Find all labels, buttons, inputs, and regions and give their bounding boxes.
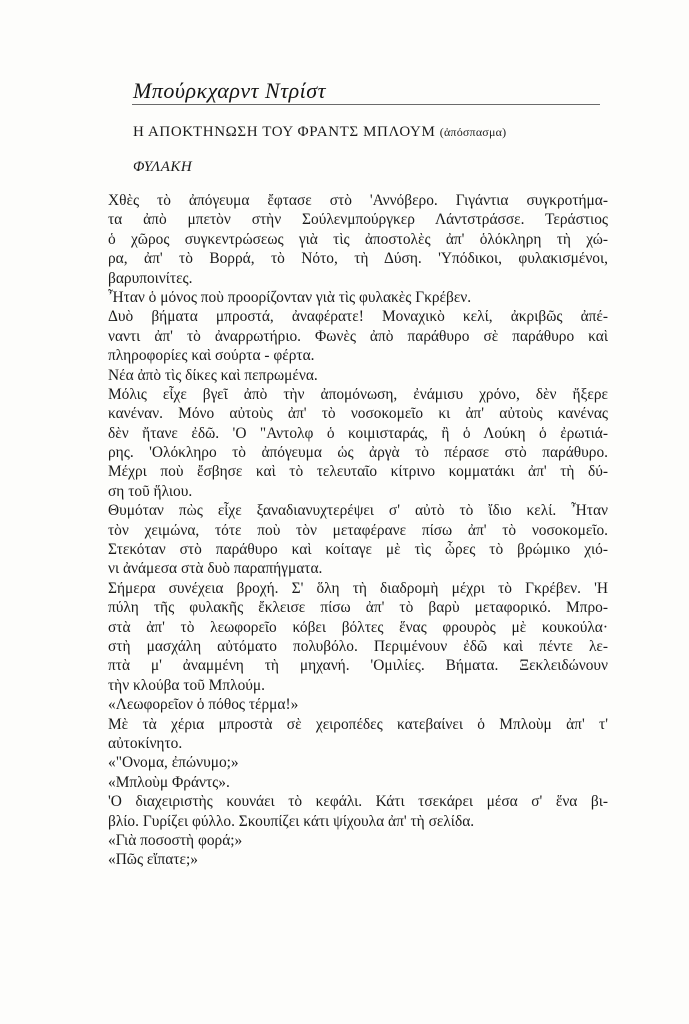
text-line: «Λεωφορεῖον ὁ πόθος τέρμα!» xyxy=(108,696,299,714)
text-line: πληροφορίες καὶ σούρτα - φέρτα. xyxy=(108,347,315,365)
text-line: τα ἀπὸ μπετὸν στὴν Σούλενμπούργκερ Λάντστράσσε. Τεράστιος xyxy=(108,211,608,229)
text-line: στὴ μασχάλη αὐτόματο πολυβόλο. Περιμένουν ἐδῶ καὶ πέντε λε- xyxy=(108,637,608,655)
story-title xyxy=(133,124,506,141)
text-line: «"Ονομα, ἐπώνυμο;» xyxy=(108,754,239,772)
text-line: πτὰ μ' ἀναμμένη τὴ μηχανή. 'Ομιλίες. Βήματα. Ξεκλειδώνουν xyxy=(108,657,608,675)
text-line: πύλη τῆς φυλακῆς ἔκλεισε πίσω ἀπ' τὸ βαρὺ μεταφορικό. Μπρο- xyxy=(108,599,608,617)
text-line: «Μπλοὺμ Φράντς». xyxy=(108,773,230,791)
text-line: Μέχρι ποὺ ἔσβησε καὶ τὸ τελευταῖο κίτρινο κομματάκι ἀπ' τὴ δύ- xyxy=(108,463,608,481)
text-line: βαρυποινίτες. xyxy=(108,269,193,287)
text-line: δὲν ἤτανε ἐδῶ. 'Ο "Αντολφ ὁ κοιμισταράς, ἢ ὁ Λούκη ὁ ἐρωτιά- xyxy=(108,424,608,442)
text-line: ρα, ἀπ' τὸ Βορρά, τὸ Νότο, τὴ Δύση. 'Υπόδικοι, φυλακισμένοι, xyxy=(108,250,608,268)
text-line: Στεκόταν στὸ παράθυρο καὶ κοίταγε μὲ τὶς ὧρες τὸ βρώμικο χιό- xyxy=(108,541,608,559)
text-line: «Πῶς εἴπατε;» xyxy=(108,851,198,869)
author-name: Μπούρκχαρντ Ντρίστ xyxy=(133,78,326,103)
header-rule xyxy=(132,104,600,105)
text-line: «Γιὰ ποσοστὴ φορά;» xyxy=(108,831,243,849)
text-line: Ἦταν ὁ μόνος ποὺ προορίζονταν γιὰ τὶς φυλακὲς Γκρέβεν. xyxy=(108,288,472,306)
text-line: ρης. 'Ολόκληρο τὸ ἀπόγευμα ὡς ἀργὰ τὸ πέρασε στὸ παράθυρο. xyxy=(108,444,608,462)
text-line: κανέναν. Μόνο αὐτοὺς ἀπ' τὸ νοσοκομεῖο κι ἀπ' αὐτοὺς κανένας xyxy=(108,405,608,423)
story-title-text: Η ΑΠΟΚΤΗΝΩΣΗ ΤΟΥ ΦΡΑΝΤΣ ΜΠΛΟΥΜ xyxy=(133,124,436,140)
text-line: βλίο. Γυρίζει φύλλο. Σκουπίζει κάτι ψίχουλα ἀπ' τὴ σελίδα. xyxy=(108,812,475,830)
text-line: τὴν κλούβα τοῦ Μπλούμ. xyxy=(108,676,265,694)
text-line: ὁ χῶρος συγκεντρώσεως γιὰ τὶς ἀποστολὲς ἀπ' ὁλόκληρη τὴ χώ- xyxy=(108,230,608,248)
text-line: ση τοῦ ἥλιου. xyxy=(108,482,193,500)
text-line: Θυμόταν πὼς εἶχε ξαναδιανυχτερέψει σ' αὐτὸ τὸ ἴδιο κελί. Ἦταν xyxy=(108,502,608,520)
text-line: αὐτοκίνητο. xyxy=(108,734,183,752)
text-line: Δυὸ βήματα μπροστά, ἀναφέρατε! Μοναχικὸ κελί, ἀκριβῶς ἀπέ- xyxy=(108,308,608,326)
text-line: Χθὲς τὸ ἀπόγευμα ἔφτασε στὸ 'Αννόβερο. Γιγάντια συγκροτήμα- xyxy=(108,192,608,209)
text-line: Μόλις εἶχε βγεῖ ἀπὸ τὴν ἀπομόνωση, ἐνάμισυ χρόνο, δὲν ἤξερε xyxy=(108,385,608,403)
section-heading: ΦΥΛΑΚΗ xyxy=(133,159,193,175)
text-line: Σήμερα συνέχεια βροχή. Σ' ὅλη τὴ διαδρομὴ μέχρι τὸ Γκρέβεν. 'Η xyxy=(108,579,608,597)
text-line: ναντι ἀπ' τὸ ἀναρρωτήριο. Φωνὲς ἀπὸ παράθυρο σὲ παράθυρο καὶ xyxy=(108,327,608,345)
text-line: τὸν χειμώνα, τότε ποὺ τὸν μεταφέρανε πίσω ἀπ' τὸ νοσοκομεῖο. xyxy=(108,521,608,539)
text-line: Νέα ἀπὸ τὶς δίκες καὶ πεπρωμένα. xyxy=(108,366,318,384)
text-line: στὰ ἀπ' τὸ λεωφορεῖο κόβει βόλτες ἕνας φρουρὸς μὲ κουκούλα· xyxy=(108,618,608,636)
body-text xyxy=(108,191,608,870)
text-line: νι ἀνάμεσα στὰ δυὸ παραπήγματα. xyxy=(108,560,323,578)
story-title-note: (ἀπόσπασμα) xyxy=(439,125,507,139)
text-line: 'Ο διαχειριστὴς κουνάει τὸ κεφάλι. Κάτι τσεκάρει μέσα σ' ἕνα βι- xyxy=(108,793,608,811)
text-line: Μὲ τὰ χέρια μπροστὰ σὲ χειροπέδες κατεβαίνει ὁ Μπλοὺμ ἀπ' τ' xyxy=(108,715,608,733)
